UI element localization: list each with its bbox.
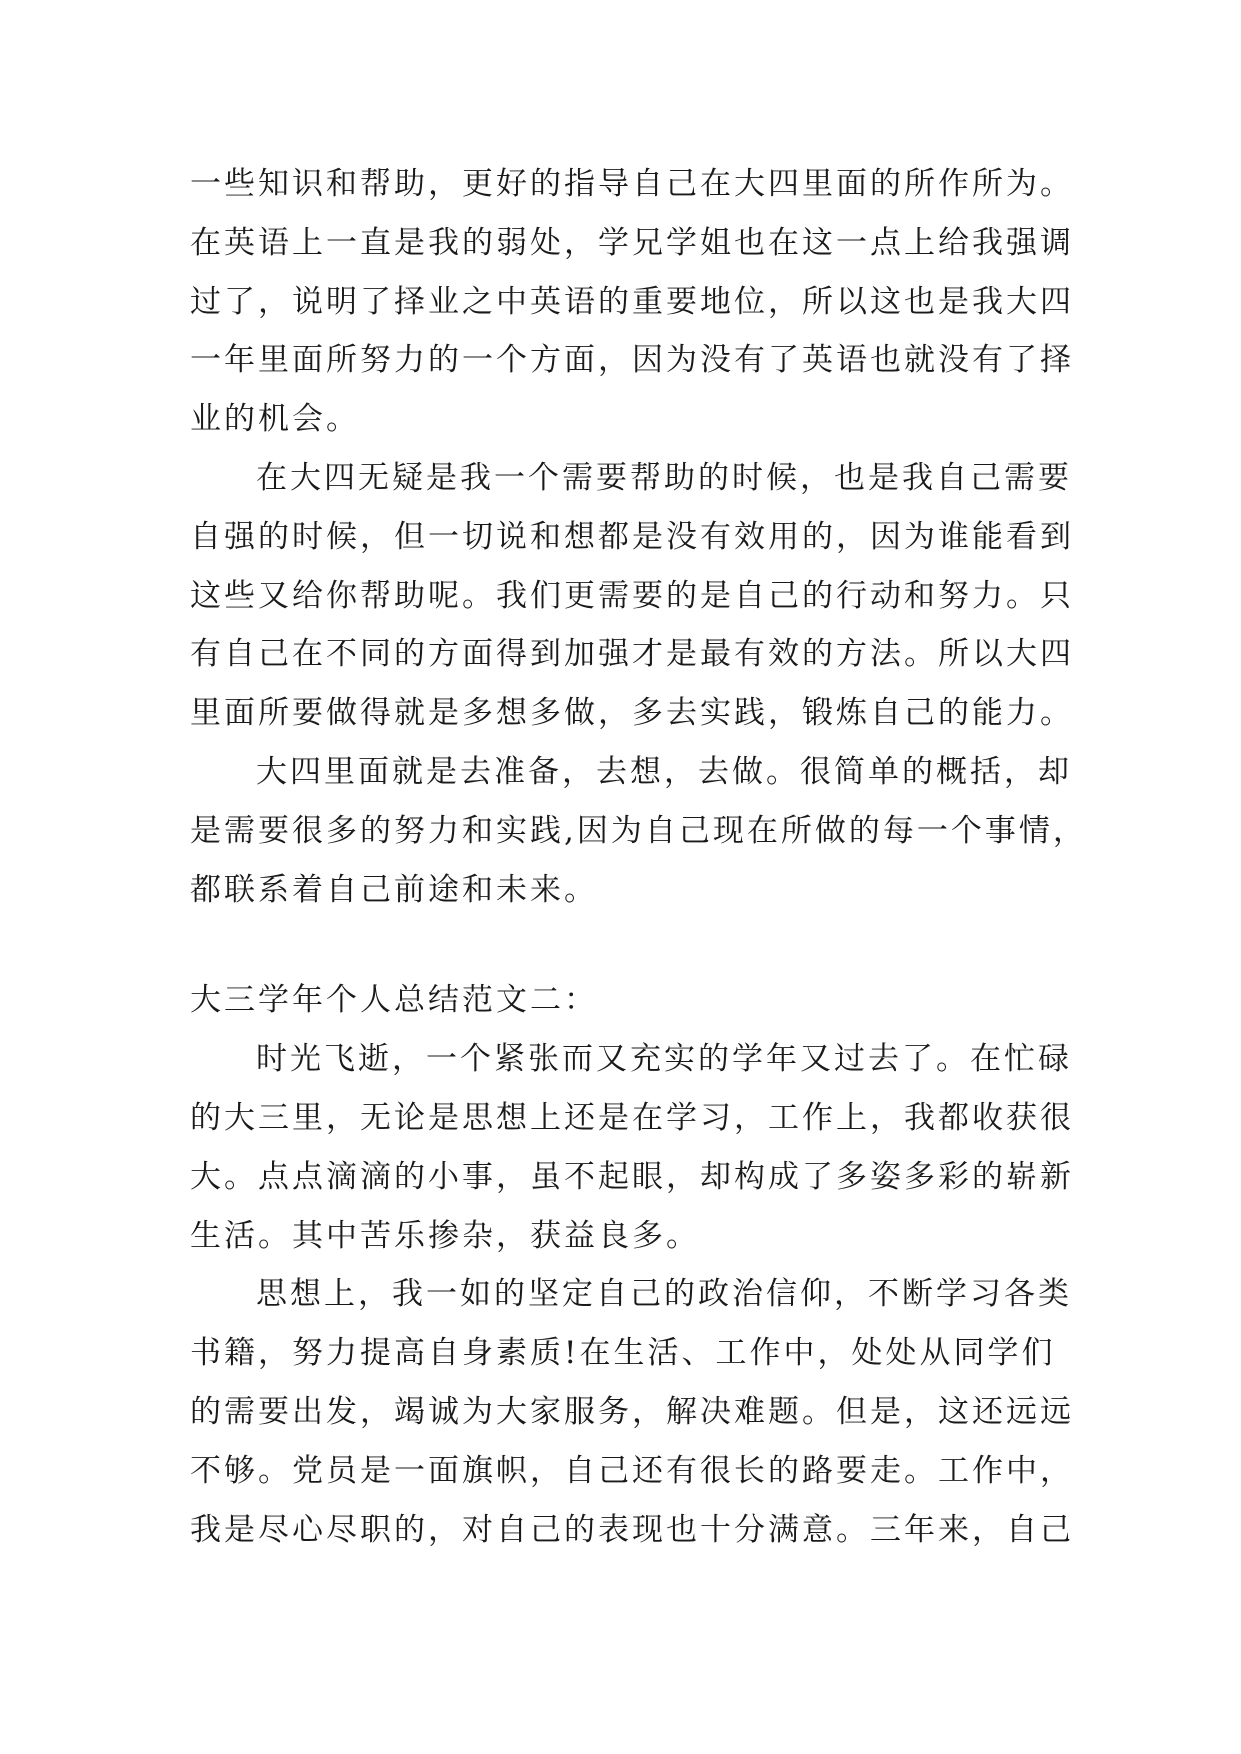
document-body: [190, 155, 1087, 1559]
paragraph: [190, 449, 1074, 743]
text-line: 一些知识和帮助，更好的指导自己在大四里面的所作所为。: [190, 166, 1074, 202]
text-line: 不够。党员是一面旗帜，自己还有很长的路要走。工作中，: [190, 1452, 1074, 1489]
text-line: 我是尽心尽职的，对自己的表现也十分满意。三年来，自己: [190, 1511, 1074, 1548]
section-spacer: [190, 919, 1070, 971]
text-line: 过了，说明了择业之中英语的重要地位，所以这也是我大四: [190, 283, 1074, 320]
text-line: 在英语上一直是我的弱处，学兄学姐也在这一点上给我强调: [190, 224, 1074, 261]
section-heading: 大三学年个人总结范文二：: [190, 982, 598, 1019]
text-line: 大四里面就是去准备，去想，去做。很简单的概括，却: [256, 753, 1072, 790]
text-line: 生活。其中苦乐掺杂，获益良多。: [190, 1217, 700, 1254]
text-line: 一年里面所努力的一个方面，因为没有了英语也就没有了择: [190, 342, 1074, 379]
text-line: 业的机会。: [190, 401, 360, 438]
text-line: 大。点点滴滴的小事，虽不起眼，却构成了多姿多彩的崭新: [190, 1158, 1074, 1195]
text-line: 书籍，努力提高自身素质!在生活、工作中，处处从同学们: [190, 1335, 1056, 1372]
text-line: 这些又给你帮助呢。我们更需要的是自己的行动和努力。只: [190, 577, 1074, 614]
text-line: 有自己在不同的方面得到加强才是最有效的方法。所以大四: [190, 636, 1074, 673]
text-line: 里面所要做得就是多想多做，多去实践，锻炼自己的能力。: [190, 695, 1074, 732]
text-line: 思想上，我一如的坚定自己的政治信仰，不断学习各类: [256, 1276, 1072, 1313]
paragraph: [190, 743, 1087, 919]
text-line: 自强的时候，但一切说和想都是没有效用的，因为谁能看到: [190, 518, 1074, 555]
paragraph: [190, 1030, 1074, 1265]
text-line: 都联系着自己前途和未来。: [190, 871, 598, 908]
text-line: 是需要很多的努力和实践,因为自己现在所做的每一个事情，: [190, 812, 1087, 849]
paragraph: [190, 1265, 1074, 1559]
text-line: 的需要出发，竭诚为大家服务，解决难题。但是，这还远远: [190, 1393, 1074, 1430]
text-line: 时光飞逝，一个紧张而又充实的学年又过去了。在忙碌: [256, 1041, 1072, 1078]
paragraph-continuation: [190, 155, 1074, 449]
text-line: 的大三里，无论是思想上还是在学习，工作上，我都收获很: [190, 1099, 1074, 1136]
text-line: 在大四无疑是我一个需要帮助的时候，也是我自己需要: [256, 459, 1072, 496]
